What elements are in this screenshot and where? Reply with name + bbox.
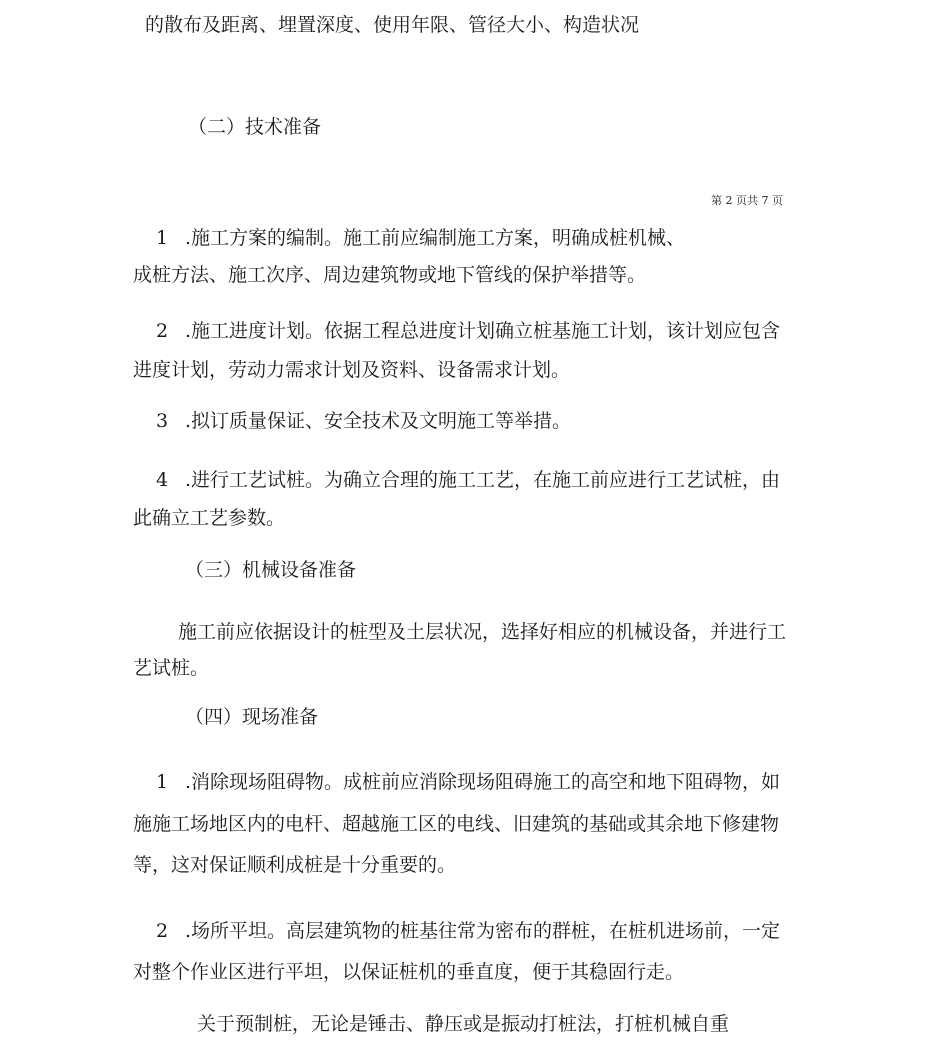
list-item-text: .施工进度计划。依据工程总进度计划确立桩基施工计划，该计划应包含 bbox=[185, 320, 781, 342]
list-item-text-continued: 施施工场地区内的电杆、超越施工区的电线、旧建筑的基础或其余地下修建物 bbox=[133, 813, 780, 835]
section-heading-technical-prep: （二）技术准备 bbox=[188, 116, 322, 138]
list-item-text-continued: 等，这对保证顺利成桩是十分重要的。 bbox=[133, 854, 457, 876]
list-item-text-continued: 成桩方法、施工次序、周边建筑物或地下管线的保护举措等。 bbox=[133, 264, 647, 286]
list-item-text: .施工方案的编制。施工前应编制施工方案，明确成桩机械、 bbox=[185, 227, 686, 249]
page-number: 第 2 页共 7 页 bbox=[711, 194, 783, 207]
list-item-text-continued: 进度计划，劳动力需求计划及资料、设备需求计划。 bbox=[133, 359, 571, 381]
list-item-number: 2 bbox=[156, 920, 169, 942]
list-item-text: .场所平坦。高层建筑物的桩基往常为密布的群桩，在桩机进场前，一定 bbox=[185, 920, 781, 942]
paragraph-line: 关于预制桩，无论是锤击、静压或是振动打桩法，打桩机械自重 bbox=[197, 1013, 730, 1035]
list-item-text-continued: 此确立工艺参数。 bbox=[133, 507, 286, 529]
section-heading-equipment-prep: （三）机械设备准备 bbox=[185, 559, 357, 581]
list-item-number: 1 bbox=[156, 771, 169, 793]
list-item-text: .消除现场阻碍物。成桩前应消除现场阻碍施工的高空和地下阻碍物，如 bbox=[185, 771, 781, 793]
section-heading-site-prep: （四）现场准备 bbox=[185, 706, 319, 728]
list-item-number: 3 bbox=[156, 410, 169, 432]
list-item-text-continued: 对整个作业区进行平坦，以保证桩机的垂直度，便于其稳固行走。 bbox=[133, 961, 685, 983]
list-item-text: .拟订质量保证、安全技术及文明施工等举措。 bbox=[185, 410, 572, 432]
list-item-number: 1 bbox=[156, 227, 169, 249]
continued-line: 的散布及距离、埋置深度、使用年限、管径大小、构造状况 bbox=[145, 14, 640, 36]
list-item-number: 4 bbox=[156, 469, 169, 491]
paragraph-line-continued: 艺试桩。 bbox=[133, 657, 210, 679]
list-item-text: .进行工艺试桩。为确立合理的施工工艺，在施工前应进行工艺试桩，由 bbox=[185, 469, 781, 491]
list-item-number: 2 bbox=[156, 320, 169, 342]
paragraph-line: 施工前应依据设计的桩型及土层状况，选择好相应的机械设备，并进行工 bbox=[178, 621, 787, 643]
